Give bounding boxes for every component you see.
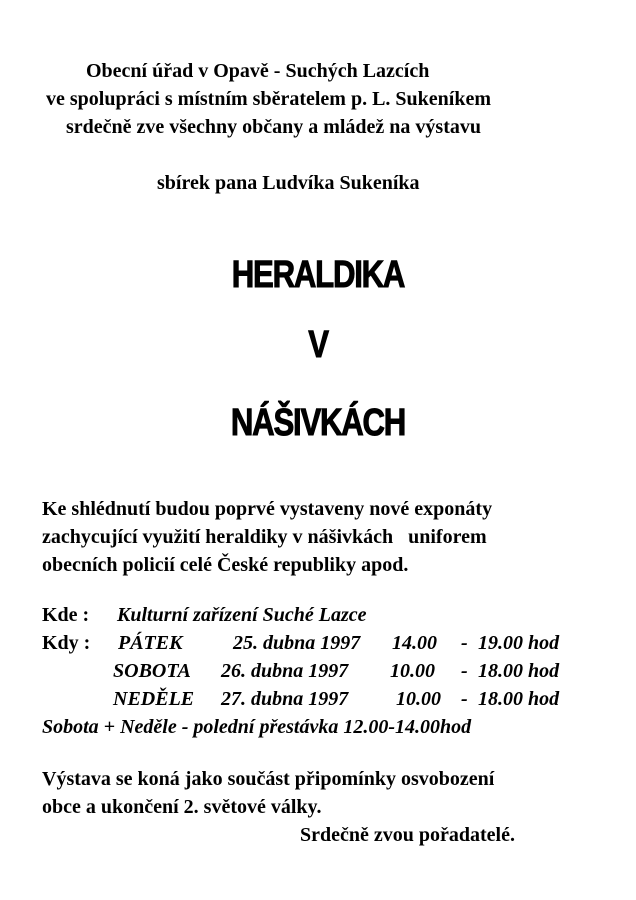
time-from: 14.00 — [392, 632, 437, 654]
day-date: 26. dubna 1997 — [221, 660, 349, 682]
where-label: Kde : — [42, 604, 90, 626]
day-name: SOBOTA — [113, 660, 191, 682]
day-date: 27. dubna 1997 — [221, 688, 349, 710]
where-value: Kulturní zařízení Suché Lazce — [117, 604, 367, 626]
time-to: 19.00 hod — [478, 632, 560, 654]
time-separator: - — [461, 632, 468, 654]
signature: Srdečně zvou pořadatelé. — [300, 824, 515, 846]
when-label: Kdy : — [42, 632, 91, 654]
time-from: 10.00 — [396, 688, 441, 710]
closing-line-1: Výstava se koná jako součást připomínky osvobození — [42, 768, 495, 790]
time-to: 18.00 hod — [478, 660, 560, 682]
description-line-3: obecních policií celé České republiky apod. — [42, 554, 409, 576]
time-separator: - — [461, 688, 468, 710]
intro-line-1: Obecní úřad v Opavě - Suchých Lazcích — [86, 60, 430, 82]
time-from: 10.00 — [390, 660, 435, 682]
time-separator: - — [461, 660, 468, 682]
title-heraldika: HERALDIKA — [231, 254, 405, 296]
intro-line-4: sbírek pana Ludvíka Sukeníka — [157, 172, 420, 194]
closing-line-2: obce a ukončení 2. světové války. — [42, 796, 322, 818]
day-date: 25. dubna 1997 — [233, 632, 361, 654]
description-line-1: Ke shlédnutí budou poprvé vystaveny nové exponáty — [42, 498, 493, 520]
break-note: Sobota + Neděle - polední přestávka 12.00-14.00hod — [42, 716, 472, 738]
day-name: PÁTEK — [118, 632, 183, 654]
title-nasivkach: NÁŠIVKÁCH — [230, 402, 406, 444]
day-name: NEDĚLE — [113, 688, 195, 710]
description-line-2: zachycující využití heraldiky v nášivkách uniforem — [42, 526, 487, 548]
intro-line-2: ve spolupráci s místním sběratelem p. L. Sukeníkem — [46, 88, 492, 110]
title-v: V — [308, 324, 328, 366]
intro-line-3: srdečně zve všechny občany a mládež na výstavu — [66, 116, 481, 138]
time-to: 18.00 hod — [478, 688, 560, 710]
